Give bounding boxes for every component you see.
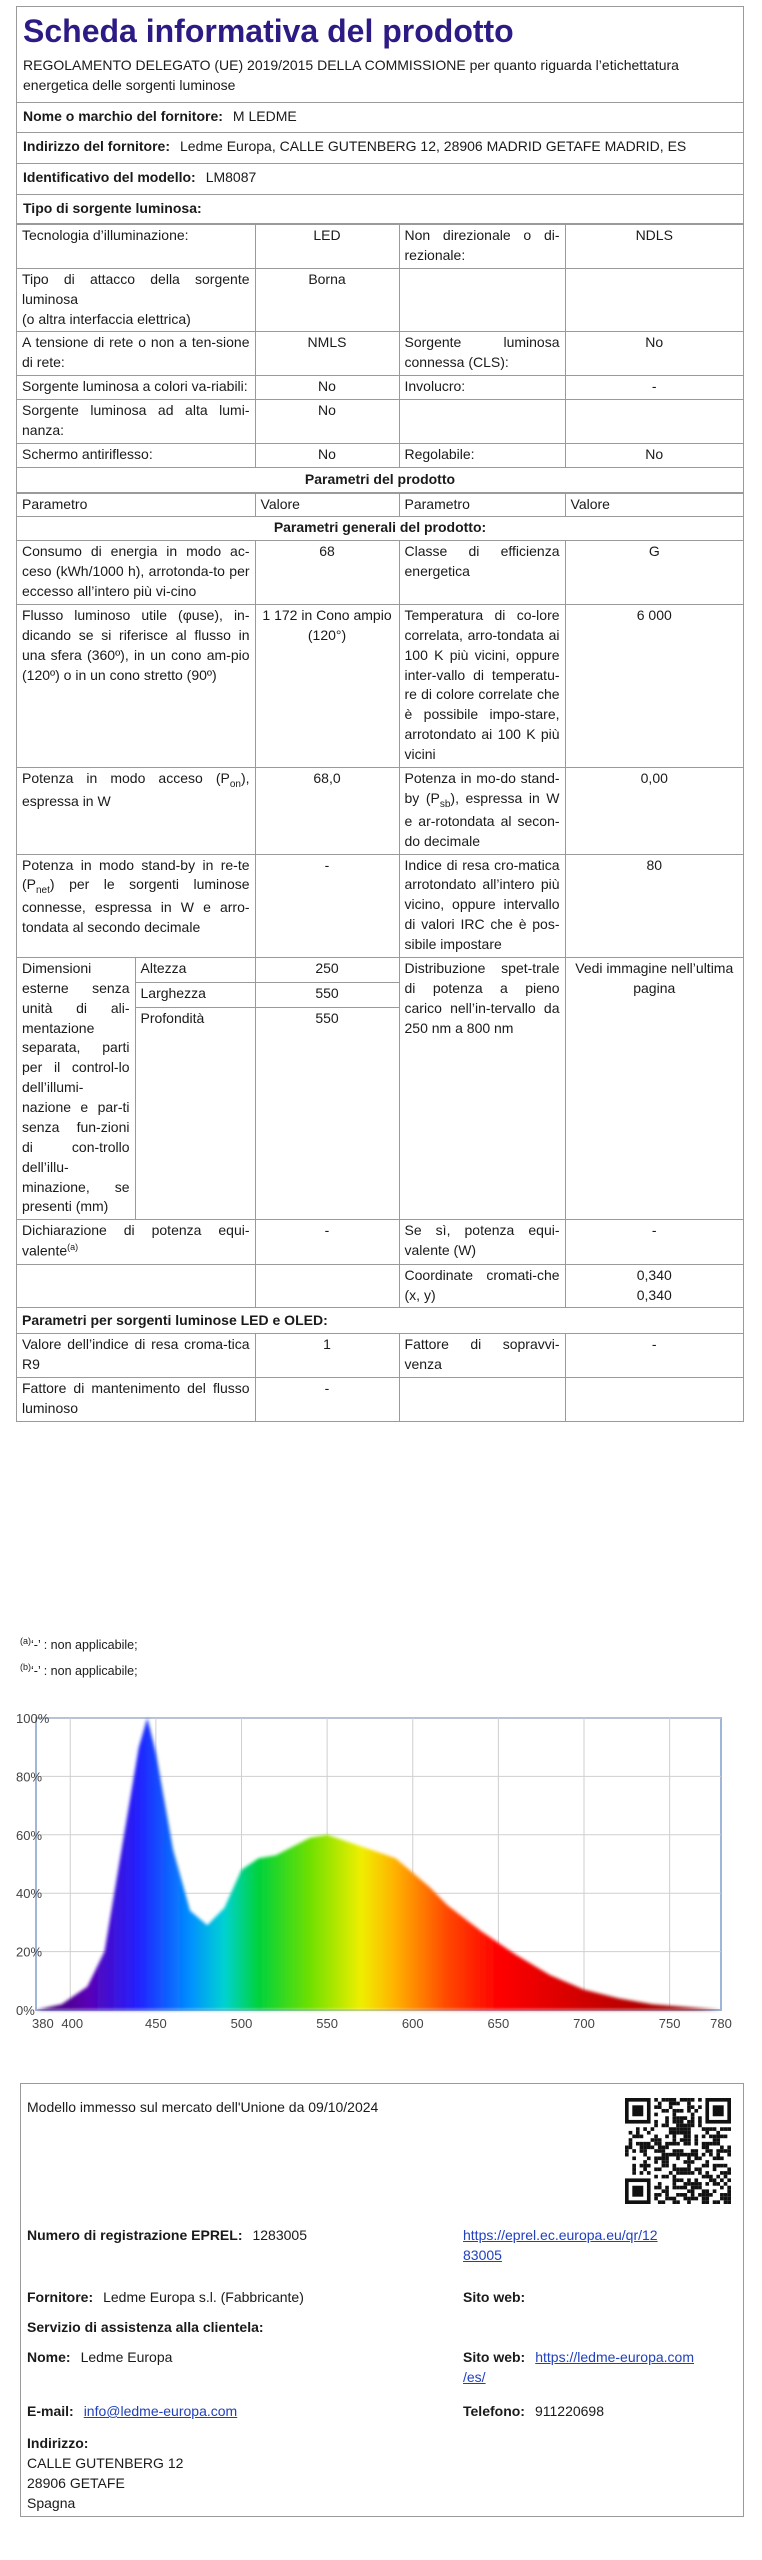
- address-line: CALLE GUTENBERG 12: [27, 2454, 184, 2471]
- standby-power-value: 0,00: [565, 767, 743, 854]
- column-headers-row: [17, 493, 743, 517]
- product-params-heading: Parametri del prodotto: [17, 468, 743, 493]
- x-tick-label: 650: [487, 2016, 510, 2031]
- source-param-label: Sorgente luminosa connessa (CLS):: [399, 332, 565, 376]
- source-type-row: [17, 376, 743, 400]
- email-label: E-mail:: [27, 2403, 74, 2419]
- empty-cell: [565, 1378, 743, 1422]
- service-website-link[interactable]: https://ledme-europa.com: [535, 2349, 694, 2365]
- chromaticity-value: [565, 1264, 743, 1308]
- x-tick-label: 550: [316, 2016, 338, 2031]
- cri-value: 80: [565, 854, 743, 957]
- y-tick-label: 0%: [16, 2003, 35, 2018]
- col-header-param-2: Parametro: [399, 493, 565, 517]
- regulation-text: REGOLAMENTO DELEGATO (UE) 2019/2015 DELLA COMMISSIONE per quanto riguarda l’etichettatura energetica delle sorgenti luminose: [17, 54, 743, 103]
- email-link[interactable]: info@ledme-europa.com: [83, 2403, 238, 2419]
- phone-value: 911220698: [534, 2403, 605, 2419]
- x-tick-label: 700: [573, 2016, 595, 2031]
- footer-supplier-value: Ledme Europa s.l. (Fabbricante): [103, 2289, 304, 2305]
- address-line: Spagna: [27, 2494, 76, 2511]
- address-line: 28906 GETAFE: [27, 2474, 125, 2491]
- footnotes: [20, 1632, 138, 1684]
- source-param-value: -: [565, 376, 743, 400]
- x-tick-label: 780: [710, 2016, 732, 2031]
- empty-cell: [399, 1378, 565, 1422]
- model-value: LM8087: [205, 169, 257, 186]
- efficiency-class-label: Classe di efficienza energetica: [399, 541, 565, 605]
- chromaticity-label: Coordinate cromati-che (x, y): [399, 1264, 565, 1308]
- model-row: [17, 164, 743, 195]
- x-tick-label: 750: [658, 2016, 681, 2031]
- energy-consumption-label: Consumo di energia in modo ac-ceso (kWh/1000 h), arrotonda-to per eccesso all’intero più vi-cino: [17, 541, 255, 605]
- net-standby-label: Potenza in modo stand-by in re-te $(P_{net})$ per le sorgenti luminose connesse, espressa in W e arro-tondata al secondo decimale: [17, 854, 255, 957]
- source-param-value: Borna: [255, 268, 399, 332]
- y-tick-label: 100%: [16, 1711, 50, 1726]
- source-type-row: [17, 443, 743, 467]
- width-label: Larghezza: [135, 983, 255, 1008]
- eprel-row: [27, 2226, 307, 2246]
- source-param-value: No: [255, 400, 399, 444]
- qr-code-icon: [625, 2098, 731, 2204]
- phone-row: [463, 2402, 604, 2422]
- source-param-value: No: [255, 376, 399, 400]
- placed-on-market-text: Modello immesso sul mercato dell'Unione da 09/10/2024: [27, 2099, 379, 2115]
- spectral-distribution-value: Vedi immagine nell’ultima pagina: [565, 957, 743, 1219]
- y-tick-label: 20%: [16, 1944, 43, 1960]
- eprel-link-block[interactable]: [463, 2226, 658, 2266]
- address-label: Indirizzo del fornitore:: [23, 138, 170, 155]
- eprel-link-continued[interactable]: 83005: [463, 2246, 502, 2263]
- source-param-value: NDLS: [565, 225, 743, 269]
- depth-value: 550: [255, 1008, 399, 1220]
- color-temperature-value: 6 000: [565, 604, 743, 767]
- energy-consumption-value: 68: [255, 541, 399, 605]
- equivalent-power-value: -: [255, 1220, 399, 1264]
- source-type-table: [17, 224, 743, 468]
- source-param-label: Schermo antiriflesso:: [17, 443, 255, 467]
- survival-factor-label: Fattore di sopravvi-venza: [399, 1334, 565, 1378]
- col-header-value-2: Valore: [565, 493, 743, 517]
- service-name-row: [27, 2348, 172, 2368]
- depth-label: Profondità: [135, 1008, 255, 1220]
- x-tick-label: 450: [145, 2016, 167, 2031]
- address-value: Ledme Europa, CALLE GUTENBERG 12, 28906 MADRID GETAFE MADRID, ES: [180, 138, 687, 155]
- r9-value: 1: [255, 1334, 399, 1378]
- maintenance-row: [17, 1378, 743, 1422]
- chromaticity-row: [17, 1264, 743, 1308]
- source-param-label: Involucro:: [399, 376, 565, 400]
- service-name-label: Nome:: [27, 2349, 71, 2365]
- y-tick-label: 80%: [16, 1769, 43, 1785]
- model-label: Identificativo del modello:: [23, 169, 196, 186]
- spectral-distribution-label: Distribuzione spet-trale di potenza a pieno carico nell’in-tervallo da 250 nm a 800 nm: [399, 957, 565, 1219]
- empty-cell: [255, 1264, 399, 1308]
- source-param-label: Sorgente luminosa ad alta lumi-nanza:: [17, 400, 255, 444]
- source-param-value: [565, 268, 743, 332]
- luminous-flux-label: Flusso luminoso utile (φuse), in-dicando se si riferisce al flusso in una sfera (360º), in un cono am-pio (120º) o in un cono stretto (90º): [17, 604, 255, 767]
- led-params-heading: Parametri per sorgenti luminose LED e OLED:: [17, 1308, 743, 1334]
- product-params-table: [17, 493, 743, 1422]
- footnote-a: $^{(a)}$‘-’ : non applicabile;: [20, 1636, 138, 1653]
- registration-footer: [20, 2083, 744, 2517]
- net-standby-value: -: [255, 854, 399, 957]
- net-standby-row: [17, 854, 743, 957]
- dimensions-label: Dimensioni esterne senza unità di ali-mentazione separata, parti per il control-lo dell’illumi-nazione e par-ti senza fun-zioni di con-trollo dell’illu-minazione, se presenti (mm): [17, 957, 135, 1219]
- email-row: [27, 2402, 237, 2422]
- service-website-label: Sito web:: [463, 2349, 526, 2365]
- source-param-label: Sorgente luminosa a colori va-riabili:: [17, 376, 255, 400]
- source-param-label: Tecnologia d’illuminazione:: [17, 225, 255, 269]
- source-type-heading: Tipo di sorgente luminosa:: [17, 195, 743, 224]
- equivalent-watts-value: -: [565, 1220, 743, 1264]
- empty-cell: [17, 1264, 255, 1308]
- address-row: [17, 133, 743, 164]
- source-type-row: [17, 332, 743, 376]
- eprel-link[interactable]: https://eprel.ec.europa.eu/qr/12: [463, 2227, 658, 2243]
- equivalent-power-label: Dichiarazione di potenza equi-valente$^{(a)}$: [17, 1220, 255, 1264]
- service-address-label: Indirizzo:: [27, 2435, 89, 2451]
- equivalent-power-row: [17, 1220, 743, 1264]
- dimensions-row-height: [17, 957, 743, 982]
- customer-service-heading: Servizio di assistenza alla clientela:: [27, 2319, 264, 2335]
- service-address: [27, 2434, 183, 2514]
- x-tick-label: 500: [230, 2016, 253, 2031]
- x-tick-label: 600: [401, 2016, 424, 2031]
- page-title: Scheda informativa del prodotto: [23, 13, 514, 49]
- chromaticity-y: 0,340: [636, 1286, 672, 1303]
- phone-label: Telefono:: [463, 2403, 525, 2419]
- service-name-value: Ledme Europa: [80, 2349, 173, 2365]
- efficiency-class-value: G: [565, 541, 743, 605]
- source-param-label: Regolabile:: [399, 443, 565, 467]
- eprel-value: 1283005: [252, 2227, 307, 2243]
- spectrum-chart-svg: [16, 1710, 746, 2040]
- source-param-label: [399, 400, 565, 444]
- survival-factor-value: -: [565, 1334, 743, 1378]
- height-value: 250: [255, 957, 399, 982]
- luminous-flux-value: 1 172 in Cono ampio (120°): [255, 604, 399, 767]
- general-params-heading: Parametri generali del prodotto:: [17, 517, 743, 541]
- product-information-sheet: [16, 6, 744, 1422]
- source-type-row: [17, 268, 743, 332]
- chromaticity-x: 0,340: [636, 1266, 672, 1283]
- width-value: 550: [255, 983, 399, 1008]
- service-website-row: [463, 2348, 735, 2388]
- source-param-label: Tipo di attacco della sorgente luminosa (o altra interfaccia elettrica): [17, 268, 255, 332]
- footnote-b: $^{(b)}$‘-’ : non applicabile;: [20, 1662, 138, 1679]
- supplier-label: Nome o marchio del fornitore:: [23, 107, 223, 124]
- color-temperature-label: Temperatura di co-lore correlata, arro-tondata ai 100 K più vicini, oppure inter-vallo di temperatu-re di colore correlate che è possibile impo-stare, arrotondato ai 100 K più vicini: [399, 604, 565, 767]
- spectral-distribution-chart: [16, 1710, 746, 2040]
- on-power-row: [17, 767, 743, 854]
- equivalent-watts-label: Se sì, potenza equi-valente (W): [399, 1220, 565, 1264]
- source-param-label: A tensione di rete o non a ten-sione di rete:: [17, 332, 255, 376]
- r9-row: [17, 1334, 743, 1378]
- luminous-flux-row: [17, 604, 743, 767]
- y-tick-label: 40%: [16, 1886, 43, 1902]
- source-param-value: NMLS: [255, 332, 399, 376]
- supplier-value: M LEDME: [232, 107, 297, 124]
- footer-supplier-label: Fornitore:: [27, 2289, 94, 2305]
- col-header-param-1: Parametro: [17, 493, 255, 517]
- source-param-value: No: [565, 443, 743, 467]
- standby-power-label: Potenza in mo-do stand-by $(P_{sb})$, espressa in W e ar-rotondata al secon-do decimale: [399, 767, 565, 854]
- col-header-value-1: Valore: [255, 493, 399, 517]
- source-param-value: [565, 400, 743, 444]
- on-power-value: 68,0: [255, 767, 399, 854]
- website-label: Sito web:: [463, 2289, 526, 2305]
- maintenance-value: -: [255, 1378, 399, 1422]
- eprel-label: Numero di registrazione EPREL:: [27, 2227, 243, 2243]
- maintenance-label: Fattore di mantenimento del flusso luminoso: [17, 1378, 255, 1422]
- x-tick-label: 400: [61, 2016, 84, 2031]
- source-param-label: Non direzionale o di-rezionale:: [399, 225, 565, 269]
- supplier-row: [17, 103, 743, 134]
- source-param-label: [399, 268, 565, 332]
- source-type-row: [17, 400, 743, 444]
- on-power-label: Potenza in modo acceso $(P_{on})$, espressa in W: [17, 767, 255, 854]
- source-param-value: No: [565, 332, 743, 376]
- cri-label: Indice di resa cro-matica arrotondato all’intero più vicino, oppure intervallo di valori IRC che è pos-sibile impostare: [399, 854, 565, 957]
- r9-label: Valore dell’indice di resa croma-tica R9: [17, 1334, 255, 1378]
- energy-consumption-row: [17, 541, 743, 605]
- x-tick-label: 380: [32, 2016, 54, 2031]
- supplier-footer-row: [27, 2288, 304, 2308]
- source-type-row: [17, 225, 743, 269]
- height-label: Altezza: [135, 957, 255, 982]
- source-param-value: No: [255, 443, 399, 467]
- source-param-value: LED: [255, 225, 399, 269]
- y-tick-label: 60%: [16, 1827, 43, 1843]
- service-website-link-continued[interactable]: /es/: [463, 2368, 486, 2385]
